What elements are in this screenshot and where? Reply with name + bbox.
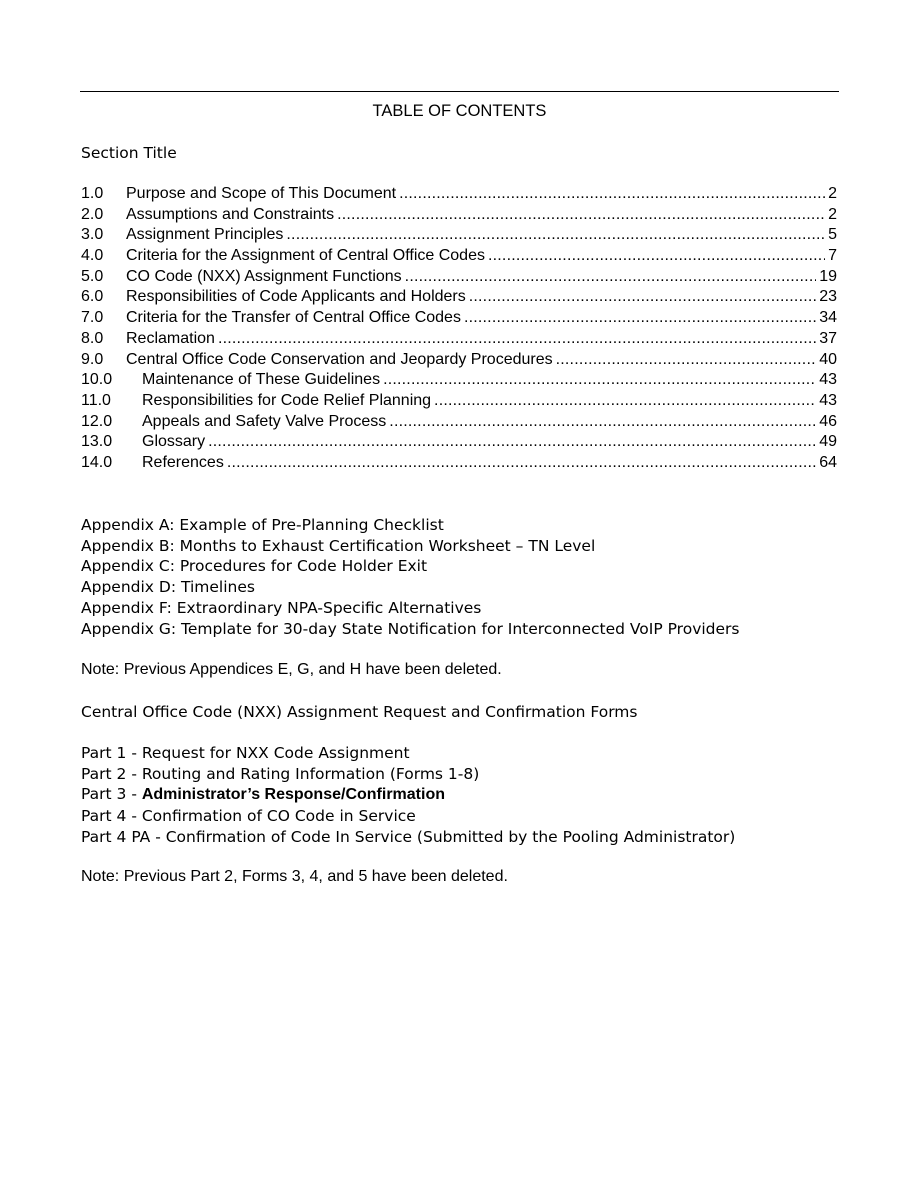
toc-entry-number: 14.0 xyxy=(81,453,113,471)
part-item: Part 1 - Request for NXX Code Assignment xyxy=(81,744,410,762)
toc-entry-page: 19 xyxy=(819,267,837,285)
toc-entry[interactable] xyxy=(81,432,837,453)
part-item xyxy=(81,784,735,806)
toc-dot-leader xyxy=(218,329,816,350)
parts-list xyxy=(81,743,735,848)
toc-entry-title: Assumptions and Constraints xyxy=(126,205,335,223)
toc-entry-page: 2 xyxy=(828,185,837,202)
appendix-item: Appendix C: Procedures for Code Holder Exit xyxy=(81,557,428,576)
part-item: Part 2 - Routing and Rating Information (Forms 1-8) xyxy=(81,764,480,783)
toc-entry-page: 43 xyxy=(819,391,837,409)
toc-entry-title: CO Code (NXX) Assignment Functions xyxy=(126,267,402,285)
toc-dot-leader xyxy=(208,432,816,453)
toc-dot-leader xyxy=(556,350,817,371)
toc-entry-page: 46 xyxy=(819,412,837,430)
forms-heading xyxy=(81,702,638,723)
toc-entry-page: 37 xyxy=(819,329,837,347)
toc-entry-number: 10.0 xyxy=(81,371,113,389)
toc-dot-leader xyxy=(383,370,816,391)
toc-entry-number: 5.0 xyxy=(81,267,104,285)
toc-dot-leader xyxy=(405,267,817,288)
appendix-item: Appendix F: Extraordinary NPA-Specific Alternatives xyxy=(81,598,482,617)
toc-entry[interactable] xyxy=(81,287,837,308)
toc-entry-title: Assignment Principles xyxy=(126,226,284,244)
toc-dot-leader xyxy=(389,412,816,433)
toc-dot-leader xyxy=(469,287,816,308)
toc-entry-title: Criteria for the Transfer of Central Office Codes xyxy=(126,309,461,327)
toc-entry-page: 7 xyxy=(828,247,837,265)
part-bold-title: Administrator’s Response/Confirmation xyxy=(141,786,445,804)
toc-entry-title: Purpose and Scope of This Document xyxy=(126,185,397,202)
toc-entry-page: 34 xyxy=(819,309,837,327)
forms-heading-text: Central Office Code (NXX) Assignment Request and Confirmation Forms xyxy=(81,703,638,721)
toc-entry-page: 2 xyxy=(828,205,837,223)
toc-dot-leader xyxy=(227,453,816,474)
note-text: Note: Previous Part 2, Forms 3, 4, and 5 have been deleted. xyxy=(81,868,508,885)
appendix-item: Appendix D: Timelines xyxy=(81,578,255,597)
toc-entry-number: 9.0 xyxy=(81,350,104,368)
toc-dot-leader xyxy=(488,246,825,267)
toc-entry-number: 4.0 xyxy=(81,247,104,265)
toc-entry[interactable] xyxy=(81,453,837,474)
toc-entry-title: Reclamation xyxy=(126,329,215,347)
toc-entry-number: 6.0 xyxy=(81,288,104,306)
appendix-list xyxy=(81,515,740,639)
toc-entry-number: 7.0 xyxy=(81,309,104,327)
note-text: Note: Previous Appendices E, G, and H have been deleted. xyxy=(81,661,502,678)
toc-entry-page: 23 xyxy=(819,288,837,306)
toc-entry-number: 1.0 xyxy=(81,185,104,202)
part-prefix: Part 3 - xyxy=(81,785,142,804)
toc-list xyxy=(81,184,837,474)
toc-entry-title: Central Office Code Conservation and Jeopardy Procedures xyxy=(126,350,553,368)
toc-entry-title: Appeals and Safety Valve Process xyxy=(142,412,387,430)
toc-entry[interactable] xyxy=(81,184,837,205)
toc-entry[interactable] xyxy=(81,391,837,412)
toc-entry[interactable] xyxy=(81,329,837,350)
toc-entry-page: 43 xyxy=(819,371,837,389)
toc-heading: TABLE OF CONTENTS xyxy=(372,102,547,120)
toc-entry-number: 13.0 xyxy=(81,433,113,451)
appendix-item: Appendix B: Months to Exhaust Certification Worksheet – TN Level xyxy=(81,536,596,555)
toc-entry[interactable] xyxy=(81,370,837,391)
toc-entry-number: 3.0 xyxy=(81,226,104,244)
toc-dot-leader xyxy=(337,205,825,226)
toc-entry-number: 12.0 xyxy=(81,412,113,430)
toc-entry-page: 64 xyxy=(819,453,837,471)
toc-dot-leader xyxy=(286,225,825,246)
toc-entry-number: 8.0 xyxy=(81,329,104,347)
part-item: Part 4 - Confirmation of CO Code in Service xyxy=(81,807,416,826)
toc-entry-title: Responsibilities for Code Relief Planning xyxy=(142,391,432,409)
toc-entry-title: References xyxy=(142,453,224,471)
toc-entry-title: Maintenance of These Guidelines xyxy=(142,371,381,389)
appendix-item: Appendix G: Template for 30-day State Notification for Interconnected VoIP Providers xyxy=(81,619,740,638)
toc-dot-leader xyxy=(464,308,816,329)
toc-dot-leader xyxy=(399,184,825,205)
toc-entry-number: 2.0 xyxy=(81,205,104,223)
toc-entry-number: 11.0 xyxy=(81,391,111,409)
toc-entry-page: 5 xyxy=(828,226,837,244)
toc-entry[interactable] xyxy=(81,246,837,267)
part-item: Part 4 PA - Confirmation of Code In Service (Submitted by the Pooling Administrator) xyxy=(81,827,736,846)
toc-entry-title: Responsibilities of Code Applicants and Holders xyxy=(126,288,466,306)
appendix-item: Appendix A: Example of Pre-Planning Checklist xyxy=(81,516,444,534)
toc-entry-page: 49 xyxy=(819,433,837,451)
toc-entry[interactable] xyxy=(81,225,837,246)
toc-entry-page: 40 xyxy=(819,350,837,368)
toc-entry[interactable] xyxy=(81,412,837,433)
toc-entry-title: Glossary xyxy=(142,433,206,451)
toc-entry[interactable] xyxy=(81,267,837,288)
header-rule xyxy=(80,91,839,92)
section-title-label: Section Title xyxy=(81,144,177,162)
parts-note xyxy=(81,867,508,888)
toc-entry-title: Criteria for the Assignment of Central Office Codes xyxy=(126,247,485,265)
toc-entry[interactable] xyxy=(81,308,837,329)
toc-dot-leader xyxy=(434,391,816,412)
toc-entry[interactable] xyxy=(81,350,837,371)
toc-entry[interactable] xyxy=(81,205,837,226)
appendices-note xyxy=(81,660,502,681)
